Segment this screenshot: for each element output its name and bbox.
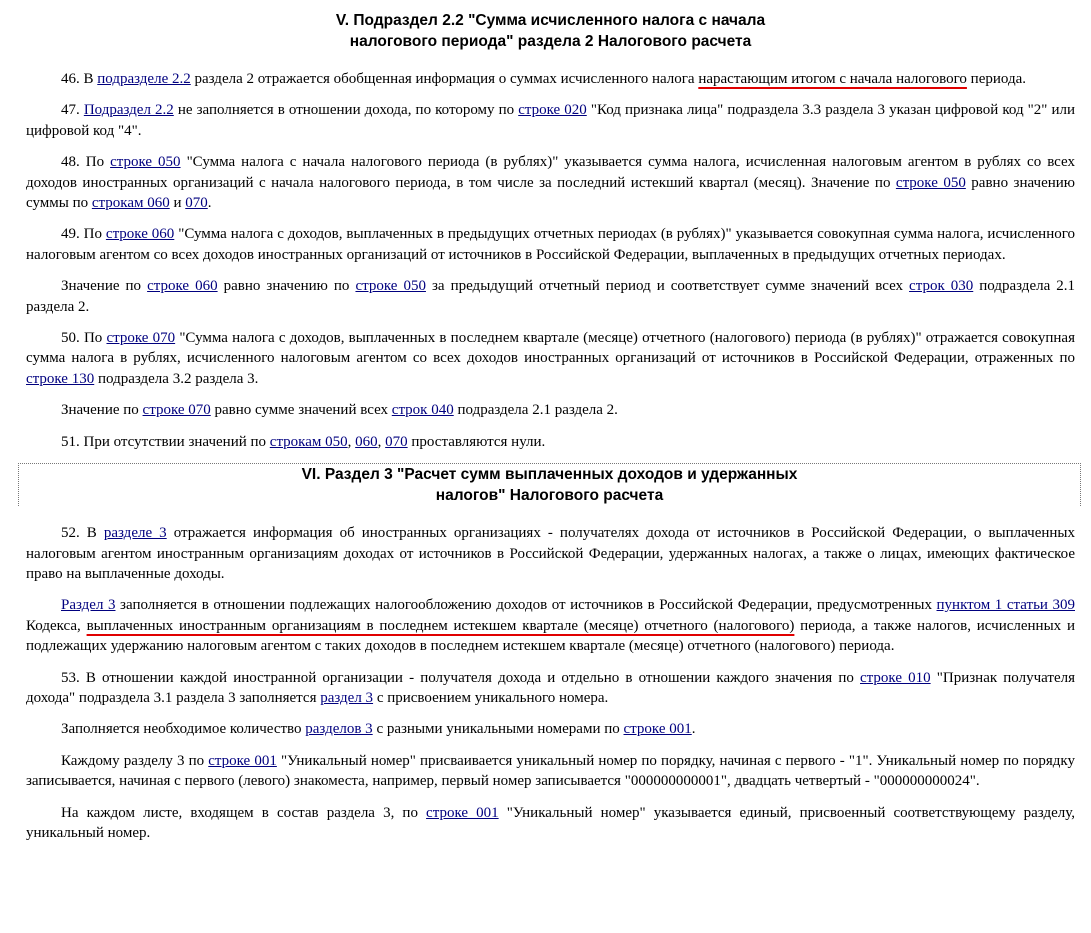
- text: с разными уникальными номерами по: [372, 721, 624, 738]
- link-section-3[interactable]: разделе 3: [103, 525, 167, 542]
- text: периода.: [966, 71, 1026, 87]
- text: заполняется в отношении подлежащих налогообложению доходов от источников в Российской Федерации, предусмотренных: [115, 597, 937, 614]
- text: подраздела 3.2 раздела 3.: [94, 370, 259, 387]
- link-line-070[interactable]: строке 070: [106, 330, 176, 347]
- paragraph-49: [26, 224, 1075, 265]
- link-line-001[interactable]: строке 001: [623, 721, 692, 738]
- paragraph-48: [26, 152, 1075, 213]
- text: 51. При отсутствии значений по: [61, 433, 270, 450]
- text: равно сумме значений всех: [210, 402, 392, 419]
- link-lines-050[interactable]: строкам 050: [269, 433, 348, 450]
- text: 53. В отношении каждой иностранной организации - получателя дохода и отдельно в отношении каждого значения по: [61, 669, 861, 686]
- text: 46. В: [61, 71, 98, 87]
- link-lines-040[interactable]: строк 040: [391, 402, 454, 419]
- section-6-heading: [18, 463, 1081, 506]
- link-line-130[interactable]: строке 130: [26, 370, 95, 387]
- text: 52. В: [61, 525, 104, 542]
- paragraph-47: 47. Подраздел 2.2 не заполняется в отношении дохода, по которому по строке 020 "Код признака лица" подраздела 3.3 раздела 3 указан цифровой код "2" или цифровой код "4".: [26, 102, 1076, 139]
- link-line-050[interactable]: строке 050: [110, 154, 181, 171]
- heading-line: налогов" Налогового расчета: [435, 487, 664, 505]
- text: равно значению по: [217, 278, 356, 295]
- paragraph-50-value: [26, 400, 1075, 420]
- text: Значение по: [61, 402, 143, 419]
- link-line-060[interactable]: строке 060: [105, 226, 175, 243]
- text: "Уникальный номер" указывается единый, присвоенный соответствующему разделу, уникальный номер.: [26, 804, 1075, 841]
- link-section-3[interactable]: раздел 3: [320, 689, 374, 706]
- paragraph-53: [26, 668, 1075, 709]
- paragraph-49-value: [26, 276, 1075, 317]
- link-line-070[interactable]: 070: [385, 433, 408, 450]
- text: Каждому разделу 3 по: [61, 752, 209, 769]
- text: .: [207, 195, 212, 212]
- text: "Сумма налога с доходов, выплаченных в предыдущих отчетных периодах (в рублях)" указывается совокупная сумма налога, исчисленного налоговым агентом со всех доходов иностранных организаций от источников в Российской Федерации, выплаченных в предыдущих отчетных периодах.: [26, 226, 1076, 263]
- paragraph-53-count: [26, 719, 1075, 739]
- section-5-heading: [26, 0, 1075, 52]
- text: "Сумма налога с доходов, выплаченных в последнем квартале (месяце) отчетного (налогового) периода (в рублях)" отражается совокупная сумма налога в рублях, исчисленного налоговым агентом со всех доходов иностранных организаций от источников в Российской Федерации, отраженных по: [26, 330, 1075, 367]
- link-line-050[interactable]: строке 050: [355, 278, 426, 295]
- text: за предыдущий отчетный период и соответствует сумме значений всех: [425, 278, 910, 295]
- text: и: [169, 195, 186, 212]
- text: .: [691, 721, 696, 738]
- text: подраздела 2.1 раздела 2.: [26, 278, 1076, 315]
- link-line-010[interactable]: строке 010: [860, 669, 931, 686]
- text: с присвоением уникального номера.: [373, 689, 609, 706]
- text: На каждом листе, входящем в состав раздела 3, по: [61, 804, 427, 821]
- paragraph-53-sheets: [26, 803, 1075, 844]
- text: Значение по: [61, 278, 148, 295]
- text: "Код признака лица" подраздела 3.3 раздела 3 указан цифровой код "2" или цифровой код "4".: [26, 102, 1076, 139]
- text: ,: [347, 433, 356, 450]
- link-lines-060[interactable]: строкам 060: [91, 195, 170, 212]
- text: ,: [377, 433, 386, 450]
- text: "Признак получателя дохода" подраздела 3.1 раздела 3 заполняется: [26, 669, 1076, 706]
- text: Заполняется необходимое количество: [61, 721, 306, 738]
- paragraph-50: [26, 328, 1075, 389]
- paragraph-52: [26, 523, 1075, 584]
- text: 48. По: [61, 154, 111, 171]
- link-line-060[interactable]: 060: [355, 433, 378, 450]
- link-line-060[interactable]: строке 060: [147, 278, 218, 295]
- highlighted-text: выплаченных иностранным организациям в последнем истекшем квартале (месяце) отчетного (налогового): [86, 617, 795, 634]
- link-article-309[interactable]: пунктом 1 статьи 309: [936, 597, 1075, 614]
- text: 49. По: [61, 226, 106, 243]
- text: проставляются нули.: [407, 433, 546, 450]
- link-line-020[interactable]: строке 020: [518, 102, 587, 119]
- link-subsection-2-2[interactable]: подразделе 2.2: [97, 71, 191, 87]
- link-line-070[interactable]: строке 070: [142, 402, 211, 419]
- link-line-070[interactable]: 070: [185, 195, 208, 212]
- link-section-3[interactable]: Раздел 3: [61, 597, 116, 614]
- text: "Уникальный номер" присваивается уникальный номер по порядку, начиная с первого - "1". Уникальный номер по порядку записывается, начиная с первого (левого) знакоместа, например, первый номер записывается "000000000001", двадцать четвертый - "000000000024".: [26, 752, 1075, 790]
- heading-line: налогового периода" раздела 2 Налогового расчета: [349, 33, 752, 50]
- text: "Сумма налога с начала налогового периода (в рублях)" указывается сумма налога, исчисленная налоговым агентом в рублях со всех доходов иностранных организаций с начала налогового периода, в том числе за последний истекший квартал (месяц). Значение по: [26, 154, 1075, 191]
- heading-line: V. Подраздел 2.2 "Сумма исчисленного налога с начала: [335, 12, 766, 29]
- link-line-001[interactable]: строке 001: [208, 752, 277, 769]
- link-lines-030[interactable]: строк 030: [909, 278, 974, 295]
- highlighted-text: нарастающим итогом с начала налогового: [698, 71, 967, 87]
- text: не заполняется в отношении дохода, по которому по: [173, 102, 519, 119]
- heading-line: VI. Раздел 3 "Расчет сумм выплаченных доходов и удержанных: [301, 466, 798, 484]
- text: подраздела 2.1 раздела 2.: [453, 402, 618, 419]
- text: Кодекса,: [26, 617, 87, 634]
- text: равно значению суммы по: [26, 174, 1075, 212]
- link-sections-3[interactable]: разделов 3: [305, 721, 373, 738]
- link-line-001[interactable]: строке 001: [426, 804, 499, 821]
- link-subsection-2-2[interactable]: Подраздел 2.2: [83, 102, 174, 119]
- text: 50. По: [61, 330, 107, 347]
- text: отражается информация об иностранных организациях - получателях дохода от источников в Российской Федерации, о выплаченных налоговым агентом иностранным организациям доходах от источников в Российской Федерации, удержанных налогах, а также о лицах, имеющих фактическое право на выплаченные доходы.: [26, 525, 1076, 582]
- text: периода, а также налогов, исчисленных и подлежащих удержанию налоговым агентом с таких доходов в последнем истекшем квартале (месяце) отчетного (налогового) периода.: [26, 617, 1075, 655]
- paragraph-53-numbering: [26, 751, 1075, 792]
- paragraph-52-scope: [26, 595, 1075, 656]
- text: раздела 2 отражается обобщенная информация о суммах исчисленного налога: [190, 71, 699, 87]
- link-line-050[interactable]: строке 050: [895, 174, 966, 191]
- paragraph-46: [26, 69, 1075, 89]
- paragraph-51: [26, 432, 1075, 452]
